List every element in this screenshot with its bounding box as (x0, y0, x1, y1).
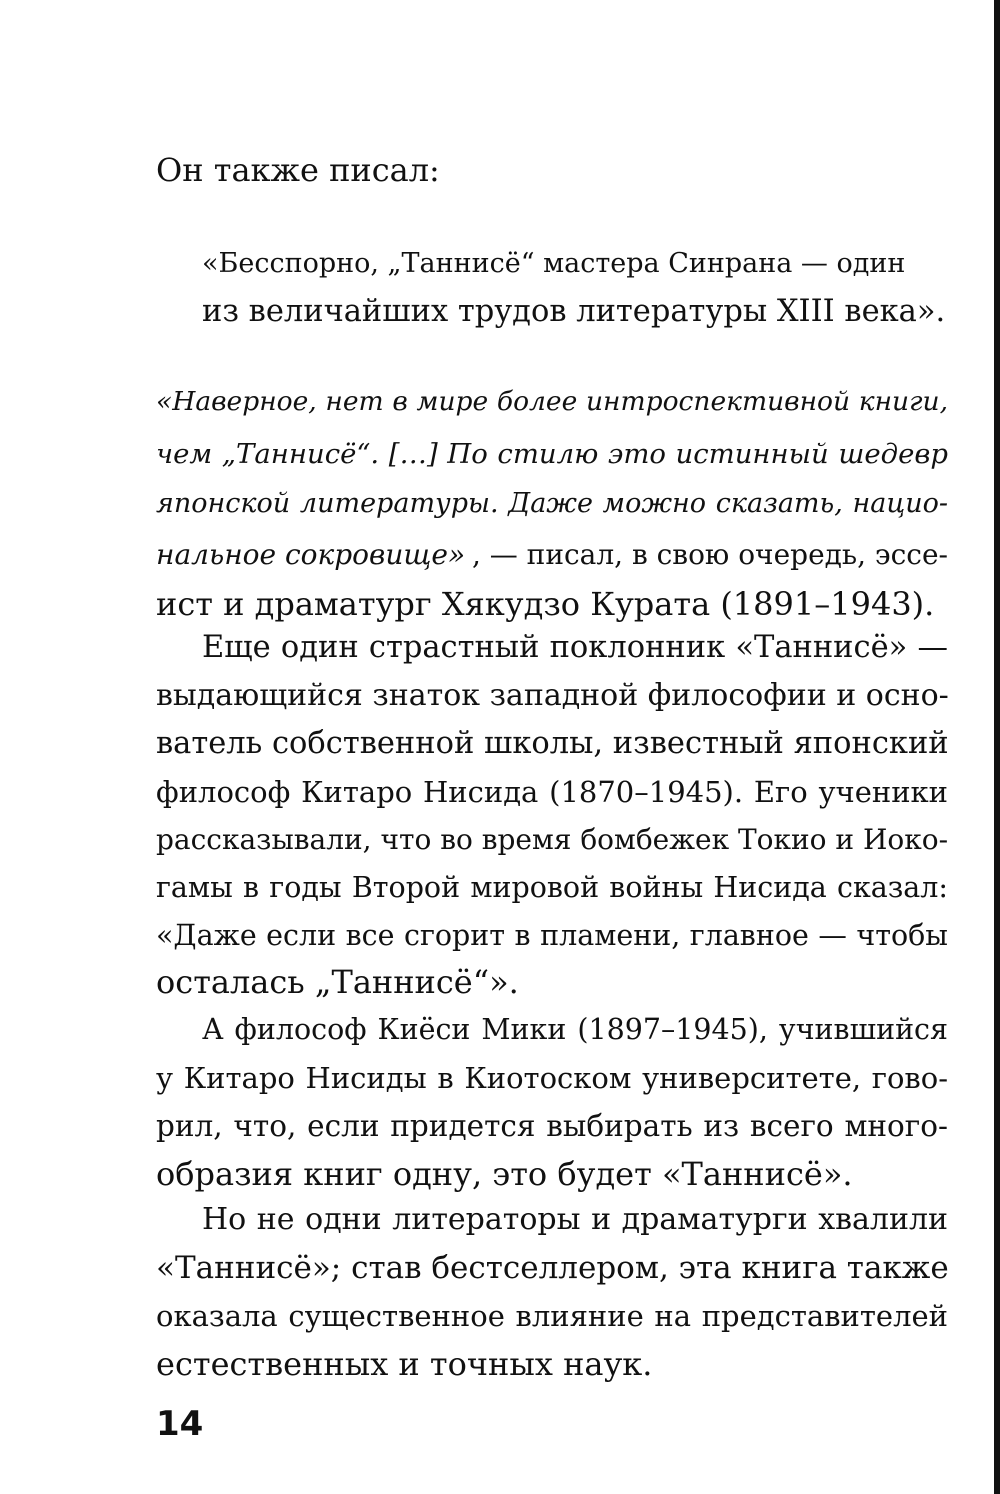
paragraph-line: оказала существенное влияние на представителей (156, 1299, 948, 1333)
paragraph-line: у Китаро Нисиды в Киотоском университете, гово- (156, 1061, 948, 1095)
paragraph-line: рассказывали, что во время бомбежек Токио и Иоко- (156, 823, 949, 856)
paragraph-line: ватель собственной школы, известный японский (156, 726, 949, 761)
paragraph-line: выдающийся знаток западной философии и осно- (156, 678, 949, 713)
italic-fragment: нальное сокровище» (156, 538, 466, 571)
italic-quote-line: японской литературы. Даже можно сказать, нацио- (156, 488, 948, 519)
quote-line: из величайших трудов литературы XIII века». (202, 294, 946, 329)
paragraph-line: осталась „Таннисё“». (156, 963, 519, 1001)
paragraph-line: естественных и точных наук. (156, 1345, 653, 1383)
italic-quote-line: «Наверное, нет в мире более интроспективной книги, (156, 386, 948, 417)
page-number: 14 (156, 1404, 204, 1444)
paragraph-line: А философ Киёси Мики (1897–1945), учившийся (202, 1013, 948, 1046)
regular-fragment: , — писал, в свою очередь, эссе- (471, 538, 948, 571)
paragraph-line: Еще один страстный поклонник «Таннисё» — (202, 630, 948, 665)
paragraph-line: рил, что, если придется выбирать из всего много- (156, 1109, 948, 1143)
mixed-line (156, 535, 948, 575)
paragraph-line: «Даже если все сгорит в пламени, главное — чтобы (156, 919, 948, 952)
italic-quote-line: чем „Таннисё“. […] По стилю это истинный шедевр (156, 438, 948, 470)
intro-line: Он также писал: (156, 151, 440, 189)
paragraph-line: гамы в годы Второй мировой войны Нисида сказал: (156, 871, 948, 904)
quote-line: «Бесспорно, „Таннисё“ мастера Синрана — один (202, 248, 906, 279)
paragraph-line: ист и драматург Хякудзо Курата (1891–1943). (156, 585, 935, 623)
paragraph-line: образия книг одну, это будет «Таннисё». (156, 1155, 853, 1193)
paragraph-line: философ Китаро Нисида (1870–1945). Его ученики (156, 775, 948, 809)
page-edge (994, 0, 1000, 1494)
paragraph-line: «Таннисё»; став бестселлером, эта книга также (156, 1250, 949, 1286)
paragraph-line: Но не одни литераторы и драматурги хвалили (202, 1202, 948, 1237)
